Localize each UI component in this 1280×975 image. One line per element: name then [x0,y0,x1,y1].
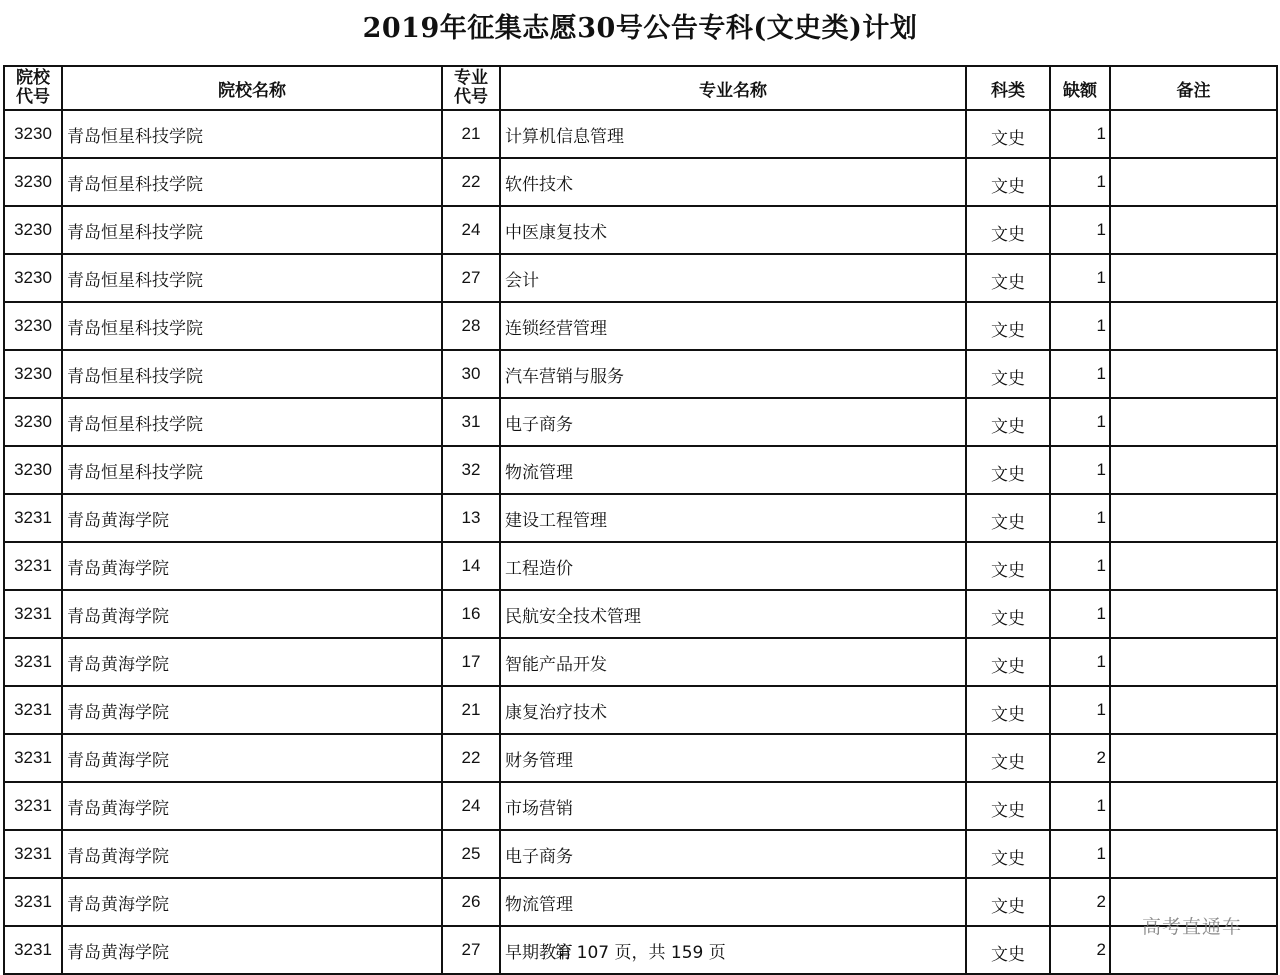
table-header-row [4,66,1277,110]
cell-category: 文史 [966,110,1050,158]
cell-note [1110,446,1277,494]
cell-major-name: 软件技术 [500,158,966,206]
cell-major-name: 早期教育 [500,926,966,974]
cell-school-code: 3230 [4,110,62,158]
table-row [4,830,1277,878]
cell-vacancy: 1 [1050,830,1110,878]
table-row [4,446,1277,494]
table-row [4,254,1277,302]
cell-major-code: 22 [442,158,500,206]
cell-category: 文史 [966,734,1050,782]
cell-major-name: 汽车营销与服务 [500,350,966,398]
cell-major-code: 25 [442,830,500,878]
cell-school-name: 青岛黄海学院 [62,878,442,926]
cell-category: 文史 [966,878,1050,926]
cell-category: 文史 [966,782,1050,830]
cell-school-code: 3231 [4,686,62,734]
table-row [4,350,1277,398]
table-row [4,638,1277,686]
cell-major-code: 27 [442,254,500,302]
cell-category: 文史 [966,926,1050,974]
cell-major-name: 连锁经营管理 [500,302,966,350]
cell-category: 文史 [966,542,1050,590]
cell-school-code: 3231 [4,830,62,878]
cell-major-code: 22 [442,734,500,782]
cell-school-name: 青岛黄海学院 [62,494,442,542]
cell-note [1110,782,1277,830]
header-school-name: 院校名称 [62,66,442,110]
cell-school-code: 3230 [4,254,62,302]
cell-category: 文史 [966,494,1050,542]
cell-major-name: 财务管理 [500,734,966,782]
cell-vacancy: 1 [1050,302,1110,350]
cell-school-name: 青岛黄海学院 [62,926,442,974]
table-row [4,590,1277,638]
cell-school-name: 青岛黄海学院 [62,590,442,638]
cell-school-name: 青岛恒星科技学院 [62,254,442,302]
cell-category: 文史 [966,350,1050,398]
cell-major-name: 物流管理 [500,446,966,494]
cell-school-code: 3231 [4,734,62,782]
cell-vacancy: 2 [1050,878,1110,926]
cell-major-name: 市场营销 [500,782,966,830]
cell-major-code: 27 [442,926,500,974]
cell-major-name: 电子商务 [500,398,966,446]
cell-major-name: 会计 [500,254,966,302]
page-title: 2019年征集志愿30号公告专科(文史类)计划 [362,13,918,44]
cell-note [1110,494,1277,542]
cell-school-name: 青岛恒星科技学院 [62,350,442,398]
cell-category: 文史 [966,686,1050,734]
cell-vacancy: 1 [1050,590,1110,638]
cell-note [1110,110,1277,158]
table-row [4,158,1277,206]
table-row [4,686,1277,734]
cell-major-code: 26 [442,878,500,926]
cell-school-name: 青岛恒星科技学院 [62,206,442,254]
cell-school-name: 青岛恒星科技学院 [62,110,442,158]
cell-major-code: 16 [442,590,500,638]
cell-school-name: 青岛黄海学院 [62,830,442,878]
cell-category: 文史 [966,590,1050,638]
cell-category: 文史 [966,398,1050,446]
cell-vacancy: 1 [1050,110,1110,158]
cell-major-name: 康复治疗技术 [500,686,966,734]
cell-category: 文史 [966,254,1050,302]
cell-major-code: 30 [442,350,500,398]
cell-note [1110,830,1277,878]
cell-school-name: 青岛黄海学院 [62,782,442,830]
cell-category: 文史 [966,158,1050,206]
page-footer: 第 107 页，共 159 页 [554,943,726,963]
cell-vacancy: 1 [1050,494,1110,542]
cell-major-code: 24 [442,782,500,830]
cell-vacancy: 1 [1050,206,1110,254]
cell-category: 文史 [966,206,1050,254]
header-note: 备注 [1110,66,1277,110]
cell-category: 文史 [966,830,1050,878]
cell-vacancy: 2 [1050,926,1110,974]
table-row [4,110,1277,158]
cell-vacancy: 1 [1050,782,1110,830]
cell-major-code: 17 [442,638,500,686]
cell-school-code: 3230 [4,158,62,206]
cell-note [1110,542,1277,590]
cell-school-name: 青岛恒星科技学院 [62,446,442,494]
table-row [4,734,1277,782]
table-row [4,878,1277,926]
cell-school-code: 3230 [4,206,62,254]
watermark: 高考直通车 [1142,916,1243,938]
cell-category: 文史 [966,302,1050,350]
cell-school-name: 青岛恒星科技学院 [62,398,442,446]
table-row [4,494,1277,542]
cell-vacancy: 1 [1050,542,1110,590]
cell-note [1110,734,1277,782]
cell-school-name: 青岛黄海学院 [62,734,442,782]
cell-major-code: 21 [442,686,500,734]
cell-school-code: 3231 [4,494,62,542]
cell-school-code: 3231 [4,542,62,590]
cell-vacancy: 1 [1050,254,1110,302]
cell-major-code: 28 [442,302,500,350]
header-category: 科类 [966,66,1050,110]
cell-school-code: 3230 [4,398,62,446]
table-row [4,782,1277,830]
cell-major-code: 13 [442,494,500,542]
cell-note [1110,638,1277,686]
cell-school-name: 青岛恒星科技学院 [62,158,442,206]
cell-note [1110,158,1277,206]
cell-major-code: 31 [442,398,500,446]
cell-school-code: 3230 [4,302,62,350]
cell-major-code: 24 [442,206,500,254]
cell-note [1110,302,1277,350]
cell-note [1110,350,1277,398]
table-row [4,398,1277,446]
cell-category: 文史 [966,638,1050,686]
cell-major-code: 14 [442,542,500,590]
cell-vacancy: 1 [1050,158,1110,206]
table-row [4,542,1277,590]
cell-note [1110,686,1277,734]
cell-vacancy: 1 [1050,398,1110,446]
cell-vacancy: 1 [1050,350,1110,398]
cell-school-code: 3231 [4,926,62,974]
cell-major-name: 民航安全技术管理 [500,590,966,638]
cell-note [1110,590,1277,638]
table-body [4,110,1277,974]
header-vacancy: 缺额 [1050,66,1110,110]
header-major-code: 专业 代号 [442,66,500,110]
cell-school-name: 青岛黄海学院 [62,686,442,734]
cell-major-code: 21 [442,110,500,158]
cell-major-name: 电子商务 [500,830,966,878]
cell-major-name: 智能产品开发 [500,638,966,686]
cell-school-name: 青岛黄海学院 [62,638,442,686]
cell-school-code: 3231 [4,782,62,830]
cell-vacancy: 1 [1050,638,1110,686]
cell-school-name: 青岛黄海学院 [62,542,442,590]
cell-major-name: 中医康复技术 [500,206,966,254]
cell-category: 文史 [966,446,1050,494]
cell-note [1110,206,1277,254]
cell-vacancy: 1 [1050,446,1110,494]
table-row [4,302,1277,350]
cell-school-code: 3231 [4,590,62,638]
cell-school-name: 青岛恒星科技学院 [62,302,442,350]
cell-school-code: 3230 [4,350,62,398]
cell-major-name: 工程造价 [500,542,966,590]
cell-note [1110,398,1277,446]
header-school-code: 院校 代号 [4,66,62,110]
table-row [4,206,1277,254]
cell-major-name: 物流管理 [500,878,966,926]
cell-school-code: 3231 [4,638,62,686]
cell-vacancy: 2 [1050,734,1110,782]
plan-table [3,65,1278,975]
cell-school-code: 3231 [4,878,62,926]
cell-note [1110,254,1277,302]
cell-major-name: 计算机信息管理 [500,110,966,158]
cell-major-name: 建设工程管理 [500,494,966,542]
cell-vacancy: 1 [1050,686,1110,734]
cell-school-code: 3230 [4,446,62,494]
header-major-name: 专业名称 [500,66,966,110]
cell-major-code: 32 [442,446,500,494]
